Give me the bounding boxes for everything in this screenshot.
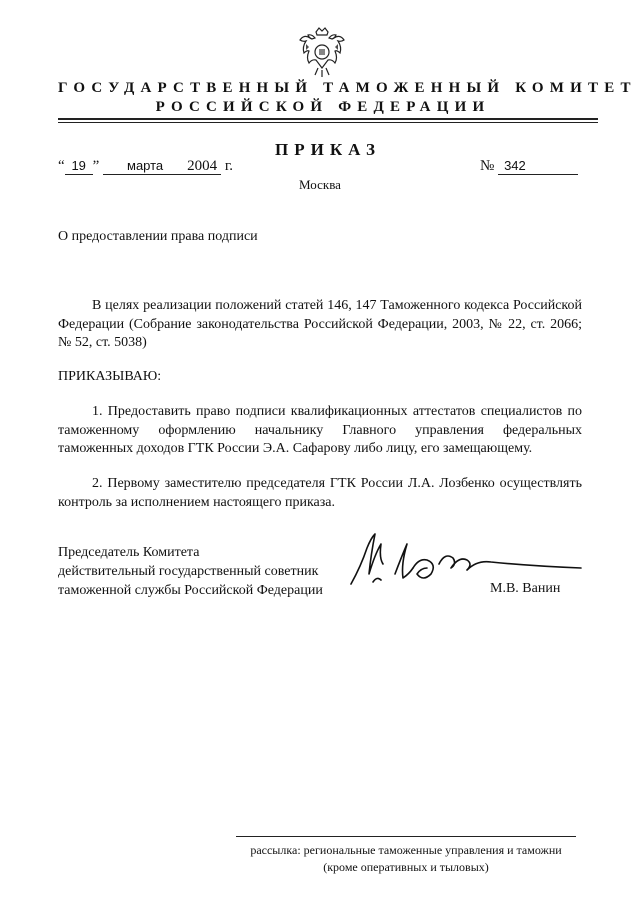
distribution-line-2: (кроме оперативных и тыловых) — [323, 860, 489, 874]
header-rule-thin — [58, 122, 598, 123]
distribution-rule — [236, 836, 576, 837]
order-item-2: 2. Первому заместителю председателя ГТК России Л.А. Лозбенко осуществлять контроль за исполнением настоящего приказа. — [58, 476, 582, 510]
signatory-name: М.В. Ванин — [490, 581, 561, 596]
document-subject: О предоставлении права подписи — [58, 229, 258, 244]
signatory-line-1: Председатель Комитета — [58, 545, 200, 560]
date-year-suffix: г. — [221, 158, 234, 174]
signatory-line-3: таможенной службы Российской Федерации — [58, 583, 323, 598]
number-label: № — [480, 158, 495, 174]
document-type: ПРИКАЗ — [275, 140, 381, 159]
date-open-quote: “ — [58, 158, 65, 174]
distribution-line-1: рассылка: региональные таможенные управления и таможни — [250, 843, 562, 857]
date-month: марта — [103, 158, 187, 175]
signatory-title — [58, 543, 323, 600]
order-word: ПРИКАЗЫВАЮ: — [58, 369, 162, 384]
number-value: 342 — [498, 158, 578, 175]
order-item-1: 1. Предоставить право подписи квалификационных аттестатов специалистов по таможенному оформлению начальнику Главного управления федеральных таможенных доходов ГТК России Э.А. Сафарову либо лицу, его замещающему. — [58, 404, 582, 456]
distribution-list — [236, 842, 576, 876]
organization-name: ГОСУДАРСТВЕННЫЙ ТАМОЖЕННЫЙ КОМИТЕТ — [58, 80, 637, 96]
document-city: Москва — [299, 177, 341, 192]
preamble-paragraph: В целях реализации положений статей 146, 147 Таможенного кодекса Российской Федерации (Собрание законодательства Российской Федерации, 2003, № 22, ст. 2066; № 52, ст. 5038) — [58, 298, 582, 350]
handwritten-signature — [343, 524, 603, 602]
signatory-line-2: действительный государственный советник — [58, 564, 319, 579]
date-day: 19 — [65, 158, 93, 175]
emblem-icon — [296, 24, 348, 80]
document-date — [58, 158, 233, 175]
header-rule-thick — [58, 118, 598, 120]
organization-country: РОССИЙСКОЙ ФЕДЕРАЦИИ — [155, 99, 491, 115]
document-number — [480, 158, 578, 175]
date-year: 2004 — [187, 158, 221, 175]
date-close-quote: ” — [92, 158, 100, 174]
